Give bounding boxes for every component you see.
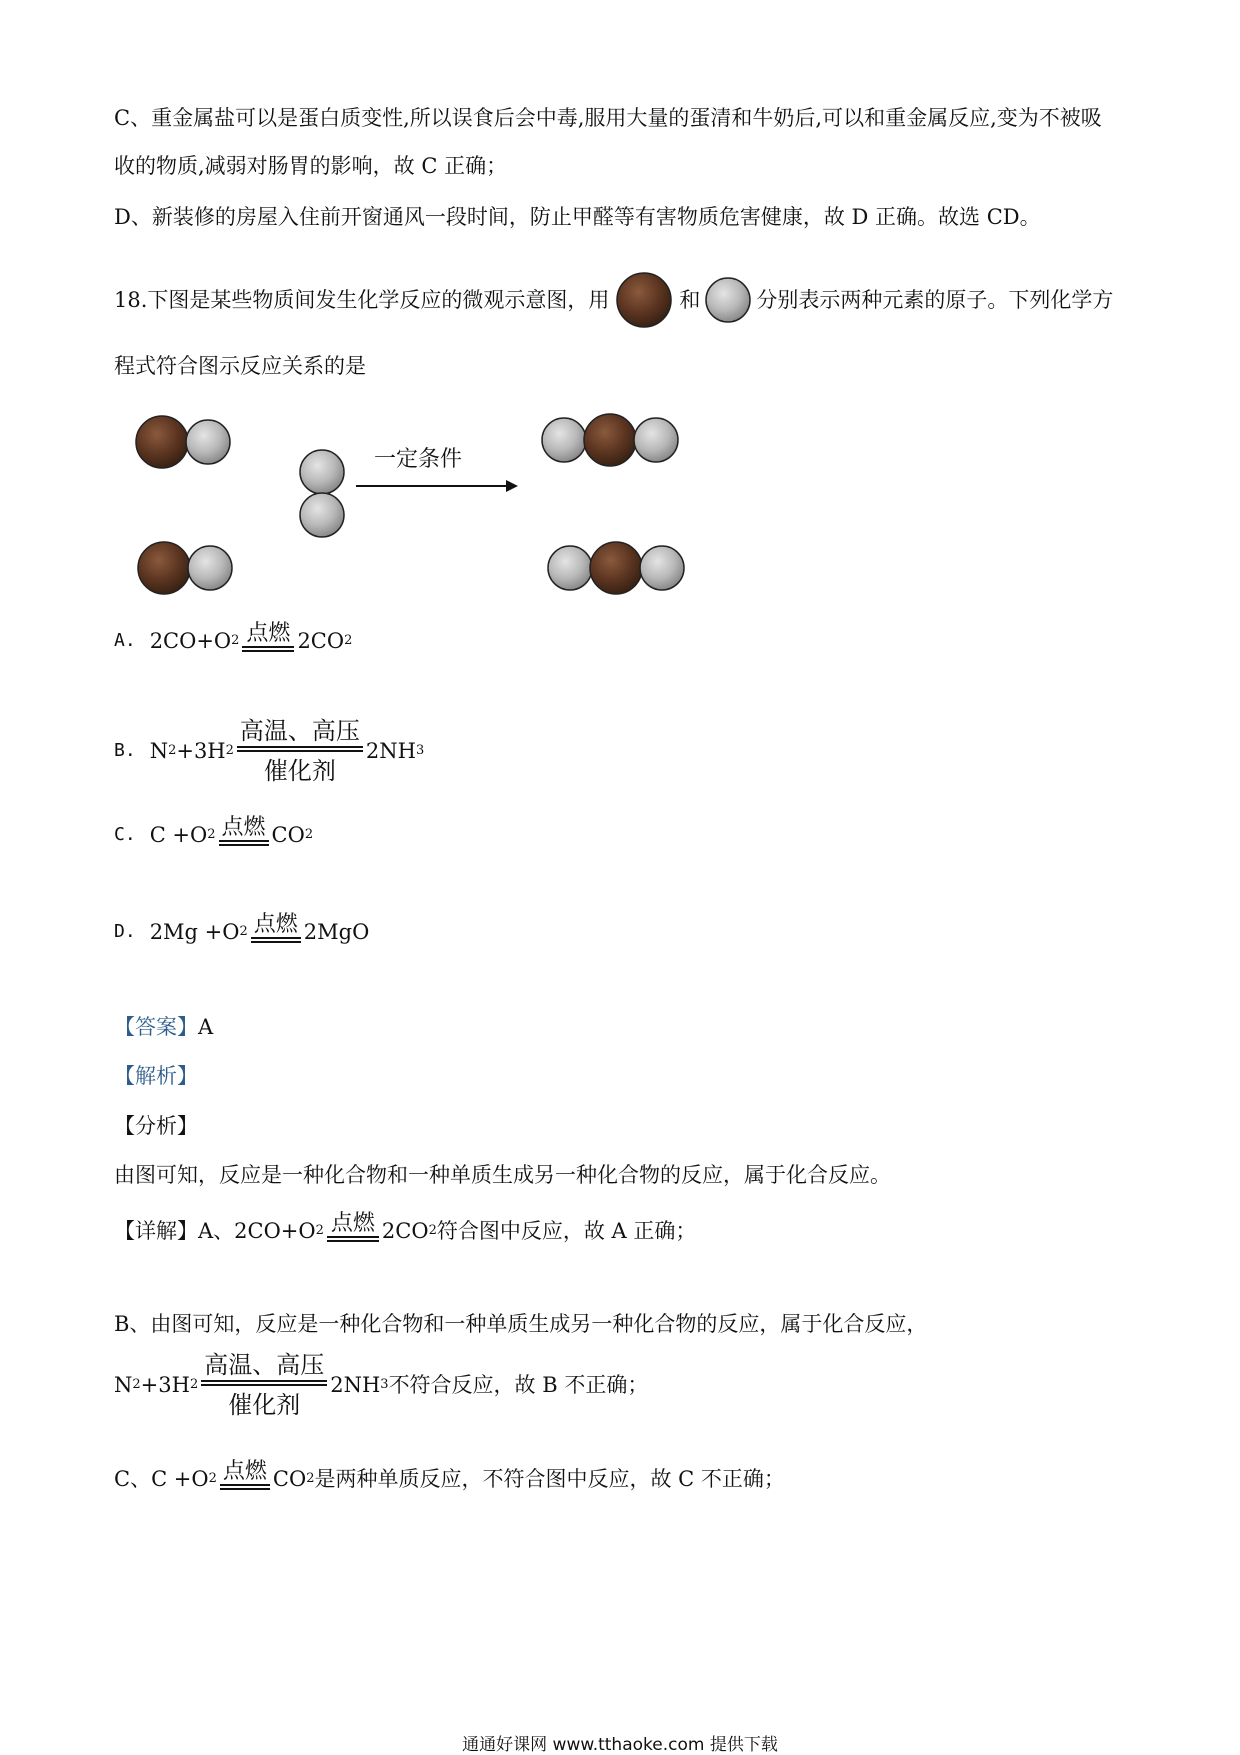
option-b: B. N 2 +3H 2 高温、高压 催化剂 2NH 3	[114, 717, 425, 785]
detail-a-post: 符合图中反应，故 A 正确；	[436, 1218, 697, 1243]
detail-b-line: B、由图可知，反应是一种化合物和一种单质生成另一种化合物的反应，属于化合反应，	[114, 1312, 928, 1336]
question-18-text-a: 18.下图是某些物质间发生化学反应的微观示意图，用	[114, 288, 610, 312]
option-d: D. 2Mg +O 2 点燃 2MgO	[114, 913, 369, 950]
equals-condition	[220, 1460, 270, 1497]
fenxi-tag: 【分析】	[114, 1114, 198, 1138]
condition-bottom: 催化剂	[228, 1391, 301, 1419]
detail-b-left: N	[114, 1373, 133, 1397]
answer-value: A	[198, 1015, 214, 1039]
equals-condition	[237, 716, 363, 786]
option-c-left: C +O	[149, 822, 208, 847]
fenxi-text: 由图可知，反应是一种化合物和一种单质生成另一种化合物的反应，属于化合反应。	[114, 1163, 891, 1187]
reaction-diagram	[120, 400, 720, 620]
detail-c-right: CO	[272, 1466, 307, 1491]
option-c-label: C.	[114, 823, 136, 845]
option-b-label: B.	[114, 740, 136, 761]
reactant-molecule-top	[136, 416, 230, 468]
detail-a-left: A、2CO+O	[198, 1218, 316, 1243]
condition-text: 点燃	[253, 912, 298, 937]
option-a-label: A.	[114, 629, 136, 651]
question-18-text-c: 程式符合图示反应关系的是	[114, 354, 366, 378]
condition-text: 点燃	[330, 1211, 375, 1236]
detail-c-post: 是两种单质反应，不符合图中反应，故 C 不正确；	[314, 1466, 785, 1491]
equals-condition	[242, 622, 294, 659]
oxygen-molecule	[300, 450, 344, 537]
analysis-tag: 【解析】	[114, 1064, 198, 1088]
condition-text: 点燃	[246, 621, 291, 646]
d-explanation-line: D、新装修的房屋入住前开窗通风一段时间，防止甲醛等有害物质危害健康，故 D 正确。故选 CD。	[114, 205, 1041, 229]
answer-tag: 【答案】	[114, 1015, 198, 1039]
detail-a: 【详解】 A、2CO+O 2 点燃 2CO 2 符合图中反应，故 A 正确；	[114, 1212, 696, 1249]
page-footer: 通通好课网 www.tthaoke.com 提供下载	[462, 1735, 778, 1755]
option-d-right: 2MgO	[303, 919, 370, 944]
reaction-condition: 一定条件	[374, 447, 463, 472]
question-18-stem	[114, 270, 1113, 330]
option-a-left: 2CO+O	[149, 628, 232, 653]
c-explanation-line-1: C、重金属盐可以是蛋白质变性,所以误食后会中毒,服用大量的蛋清和牛奶后,可以和重金属反应,变为不被吸	[114, 106, 1102, 130]
question-18-text-b: 分别表示两种元素的原子。下列化学方	[756, 288, 1114, 312]
detail-b-eq: N 2 +3H 2 高温、高压 催化剂 2NH 3 不符合反应，故 B 不正确；	[114, 1351, 649, 1419]
product-molecule-bottom	[548, 542, 684, 594]
equals-condition	[327, 1212, 379, 1249]
detail-c-left: C、C +O	[114, 1466, 209, 1491]
option-d-left: 2Mg +O	[149, 919, 240, 944]
brown-atom-icon	[615, 271, 673, 329]
condition-text: 点燃	[222, 1459, 267, 1484]
c-explanation-line-2: 收的物质,减弱对肠胃的影响，故 C 正确；	[114, 154, 508, 178]
detail-a-right: 2CO	[381, 1218, 429, 1243]
option-c-right: CO	[271, 822, 305, 847]
equals-condition	[251, 913, 301, 950]
condition-bottom: 催化剂	[263, 757, 336, 785]
detail-tag: 【详解】	[114, 1218, 198, 1243]
arrow-head-icon	[506, 480, 518, 492]
option-c: C. C +O 2 点燃 CO 2	[114, 816, 313, 853]
option-b-right: 2NH	[365, 739, 416, 763]
detail-b-left2: +3H	[140, 1373, 190, 1397]
detail-b-right: 2NH	[330, 1373, 381, 1397]
equals-condition	[219, 816, 269, 853]
grey-atom-icon	[704, 276, 752, 324]
answer-line	[114, 1013, 213, 1041]
condition-top: 高温、高压	[204, 1351, 325, 1379]
condition-text: 点燃	[221, 815, 266, 840]
question-18-and: 和	[679, 288, 701, 312]
condition-top: 高温、高压	[239, 717, 360, 745]
detail-c: C、C +O 2 点燃 CO 2 是两种单质反应，不符合图中反应，故 C 不正确；	[114, 1460, 785, 1497]
option-d-label: D.	[114, 920, 136, 942]
product-molecule-top	[542, 414, 678, 466]
reactant-molecule-bottom	[138, 542, 232, 594]
detail-b-post: 不符合反应，故 B 不正确；	[388, 1373, 649, 1397]
option-b-left: N	[149, 739, 169, 763]
option-a: A. 2CO+O 2 点燃 2CO 2	[114, 622, 352, 659]
equals-condition	[201, 1350, 327, 1420]
option-b-left2: +3H	[176, 739, 226, 763]
option-a-right: 2CO	[297, 628, 345, 653]
